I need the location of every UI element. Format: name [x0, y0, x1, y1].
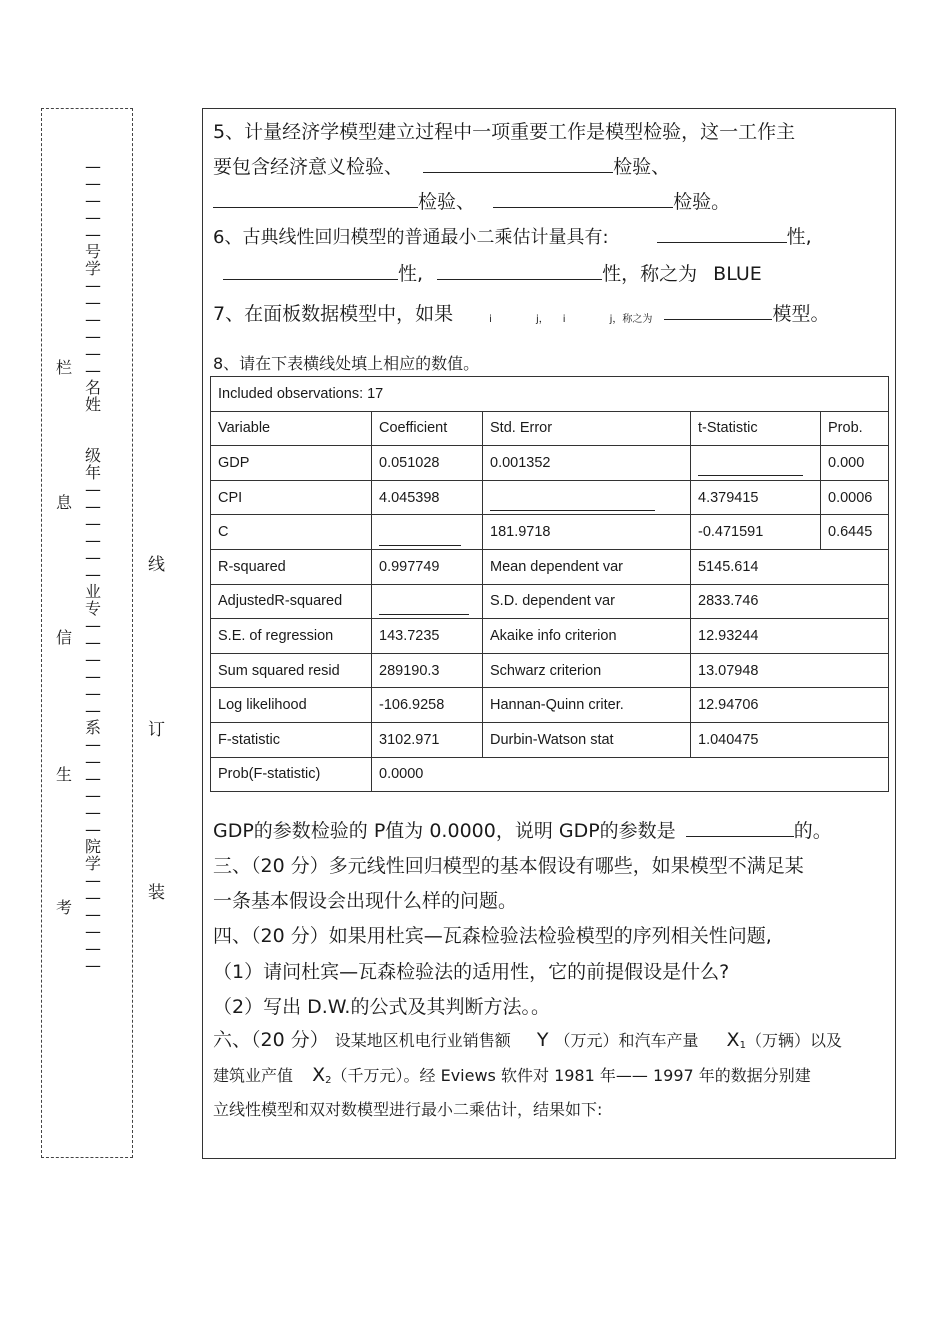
stat-value: 13.07948 [691, 653, 889, 688]
row-variable: GDP [211, 446, 372, 481]
stat-row [211, 688, 889, 723]
section6-line1 [213, 1025, 842, 1052]
col-coefficient: Coefficient [372, 411, 483, 446]
q5-line3 [213, 187, 730, 214]
side-char: 学 [85, 259, 102, 278]
side-char: — [85, 650, 101, 669]
adj-r2-blank[interactable] [379, 600, 469, 615]
side-char: — [85, 752, 101, 771]
q7-i1: i [489, 314, 492, 325]
q5-blank1[interactable] [423, 154, 613, 173]
side-char: — [85, 956, 101, 975]
side-char: — [85, 157, 101, 176]
side-char: 学 [85, 854, 102, 873]
gdp-end: 的。 [793, 820, 832, 842]
q6-blank2[interactable] [223, 261, 398, 280]
stat-value: 2833.746 [691, 584, 889, 619]
s6-text-d: （万辆）以及 [745, 1031, 842, 1050]
side-char: — [85, 667, 101, 686]
q8-instruction: 8、请在下表横线处填上相应的数值。 [213, 354, 480, 373]
stat-value: 289190.3 [372, 653, 483, 688]
stat-label: Prob(F-statistic) [211, 757, 372, 792]
side-char: — [85, 922, 101, 941]
side-char: — [85, 514, 101, 533]
side-char: — [85, 548, 101, 567]
side-char: — [85, 497, 101, 516]
section4-line3: （2）写出 D.W.的公式及其判断方法。。 [213, 996, 550, 1018]
side-char: — [85, 888, 101, 907]
q5-line1: 5、计量经济学模型建立过程中一项重要工作是模型检验，这一工作主 [213, 121, 796, 143]
side-char: — [85, 344, 101, 363]
col-t-statistic: t-Statistic [691, 411, 821, 446]
stat-label: Log likelihood [211, 688, 372, 723]
stat-label: R-squared [211, 549, 372, 584]
included-observations: Included observations: 17 [211, 377, 889, 412]
side-char: — [85, 871, 101, 890]
stat-value: 12.93244 [691, 619, 889, 654]
column-header-row [211, 411, 889, 446]
stat-value: 1.040475 [691, 722, 889, 757]
question-frame [202, 108, 896, 1159]
side-char: 专 [85, 599, 102, 618]
side-char: — [85, 905, 101, 924]
s6-text-b: 设某地区机电行业销售额 [334, 1031, 511, 1050]
section6-line2 [213, 1063, 811, 1086]
s6-x1: X [726, 1029, 740, 1051]
s6-y: Y [536, 1029, 549, 1051]
q6-line2 [213, 259, 762, 286]
stat-label: Akaike info criterion [483, 619, 691, 654]
stat-value: 3102.971 [372, 722, 483, 757]
side-char: — [85, 293, 101, 312]
gdp-conclusion [213, 816, 832, 843]
q5-text4: 检验、 [418, 191, 476, 213]
stat-label: Sum squared resid [211, 653, 372, 688]
row-prob: 0.000 [821, 446, 889, 481]
side-char: — [85, 225, 101, 244]
stat-value: 143.7235 [372, 619, 483, 654]
q7-line [213, 299, 829, 326]
stat-label: Mean dependent var [483, 549, 691, 584]
q7-i2: i [562, 314, 566, 325]
q5-blank2[interactable] [213, 189, 418, 208]
stat-label: Hannan-Quinn criter. [483, 688, 691, 723]
q6-xing3: 性，称之为 [602, 263, 698, 285]
col-prob: Prob. [821, 411, 889, 446]
stat-value: -106.9258 [372, 688, 483, 723]
binding-char: 线 [148, 555, 165, 575]
side-char: — [85, 616, 101, 635]
row-coefficient [372, 515, 483, 550]
side-char: — [85, 820, 101, 839]
side-char: — [85, 701, 101, 720]
table-header-row [211, 377, 889, 412]
side-char: 系 [85, 718, 102, 737]
stat-label: Durbin-Watson stat [483, 722, 691, 757]
s6-text-c: （万元）和汽车产量 [554, 1031, 699, 1050]
s6-x1-sub: 1 [739, 1040, 746, 1051]
side-char: — [85, 531, 101, 550]
q7-j2: j，称之为 [609, 314, 653, 325]
side-char: 号 [85, 242, 102, 261]
q6-line1 [213, 222, 812, 249]
stat-row [211, 722, 889, 757]
side-char: — [85, 174, 101, 193]
q7-end: 模型。 [772, 303, 830, 325]
side-char: — [85, 786, 101, 805]
q5-line2 [213, 152, 670, 179]
side-char: — [85, 310, 101, 329]
row-std-error: 181.9718 [483, 515, 691, 550]
stat-row [211, 757, 889, 792]
q6-xing2: 性, [398, 263, 424, 285]
table-row [211, 480, 889, 515]
side-char: — [85, 803, 101, 822]
q6-blue: BLUE [713, 263, 762, 285]
row-std-error: 0.001352 [483, 446, 691, 481]
side-char: — [85, 480, 101, 499]
section6-line3: 立线性模型和双对数模型进行最小二乘估计，结果如下: [213, 1100, 603, 1119]
section3-line1: 三、（20 分）多元线性回归模型的基本假设有哪些，如果模型不满足某 [213, 855, 804, 877]
side-char: — [85, 769, 101, 788]
stat-label: Schwarz criterion [483, 653, 691, 688]
stat-value: 12.94706 [691, 688, 889, 723]
stat-label: S.D. dependent var [483, 584, 691, 619]
binding-strip [41, 108, 133, 1158]
side-char: — [85, 633, 101, 652]
info-char: 考 [56, 898, 73, 917]
col-std-error: Std. Error [483, 411, 691, 446]
s6-text-e: 建筑业产值 [213, 1066, 294, 1085]
stat-label: S.E. of regression [211, 619, 372, 654]
side-char: 业 [85, 582, 102, 601]
gdp-blank[interactable] [686, 818, 794, 837]
row-std-error [483, 480, 691, 515]
q6-blank1[interactable] [657, 224, 787, 243]
stat-row [211, 619, 889, 654]
stat-value: 5145.614 [691, 549, 889, 584]
row-prob: 0.6445 [821, 515, 889, 550]
side-char: — [85, 191, 101, 210]
row-t-statistic: -0.471591 [691, 515, 821, 550]
side-char: — [85, 565, 101, 584]
side-char: 级 [85, 446, 102, 465]
row-variable: C [211, 515, 372, 550]
q5-blank3[interactable] [493, 189, 673, 208]
side-char: 姓 [85, 395, 102, 414]
row-variable: CPI [211, 480, 372, 515]
q6-blank3[interactable] [437, 261, 602, 280]
side-char: — [85, 735, 101, 754]
side-char: 名 [85, 378, 102, 397]
section3-line2: 一条基本假设会出现什么样的问题。 [213, 890, 518, 912]
student-info-column [85, 159, 101, 975]
info-char: 息 [56, 493, 73, 512]
stat-value [372, 584, 483, 619]
info-char: 栏 [56, 358, 73, 377]
side-char: — [85, 939, 101, 958]
table-row [211, 515, 889, 550]
stat-label: F-statistic [211, 722, 372, 757]
q6-text1: 6、古典线性回归模型的普通最小二乘估计量具有: [213, 227, 609, 248]
side-char: — [85, 684, 101, 703]
info-char: 信 [56, 628, 73, 647]
info-char: 生 [56, 765, 73, 784]
binding-char: 装 [148, 883, 165, 903]
q6-xing1: 性, [786, 226, 812, 248]
q5-text3: 检验、 [613, 156, 671, 178]
c-coef-blank[interactable] [379, 531, 461, 546]
stat-value: 0.0000 [372, 757, 889, 792]
side-char: — [85, 276, 101, 295]
gdp-text: GDP的参数检验的 P值为 0.0000，说明 GDP的参数是 [213, 820, 676, 842]
col-variable: Variable [211, 411, 372, 446]
row-coefficient: 4.045398 [372, 480, 483, 515]
binding-char: 订 [148, 720, 165, 740]
side-char: 年 [85, 463, 102, 482]
stat-row [211, 549, 889, 584]
q7-j1: j， [535, 314, 549, 325]
side-char [85, 414, 101, 431]
row-prob: 0.0006 [821, 480, 889, 515]
q5-text5: 检验。 [673, 191, 731, 213]
s6-title: 六、（20 分） [213, 1029, 329, 1051]
regression-table [210, 376, 889, 792]
gdp-t-blank[interactable] [698, 461, 803, 476]
q5-text2: 要包含经济意义检验、 [213, 156, 404, 178]
row-t-statistic [691, 446, 821, 481]
s6-x2: X [312, 1064, 326, 1086]
row-t-statistic: 4.379415 [691, 480, 821, 515]
side-char: — [85, 208, 101, 227]
side-char: 院 [85, 837, 102, 856]
side-char: — [85, 327, 101, 346]
side-char: — [85, 361, 101, 380]
row-coefficient: 0.051028 [372, 446, 483, 481]
s6-x2-sub: 2 [325, 1075, 332, 1086]
q7-text1: 7、在面板数据模型中，如果 [213, 303, 454, 325]
stat-label: AdjustedR-squared [211, 584, 372, 619]
s6-text-f: （千万元）。经 Eviews 软件对 1981 年—— 1997 年的数据分别建 [331, 1066, 811, 1085]
table-row [211, 446, 889, 481]
q7-blank[interactable] [664, 301, 772, 320]
stat-value: 0.997749 [372, 549, 483, 584]
section4-line1: 四、（20 分）如果用杜宾—瓦森检验法检验模型的序列相关性问题, [213, 925, 772, 947]
stat-row [211, 584, 889, 619]
section4-line2: （1）请问杜宾—瓦森检验法的适用性，它的前提假设是什么? [213, 961, 730, 983]
stat-row [211, 653, 889, 688]
cpi-se-blank[interactable] [490, 496, 655, 511]
